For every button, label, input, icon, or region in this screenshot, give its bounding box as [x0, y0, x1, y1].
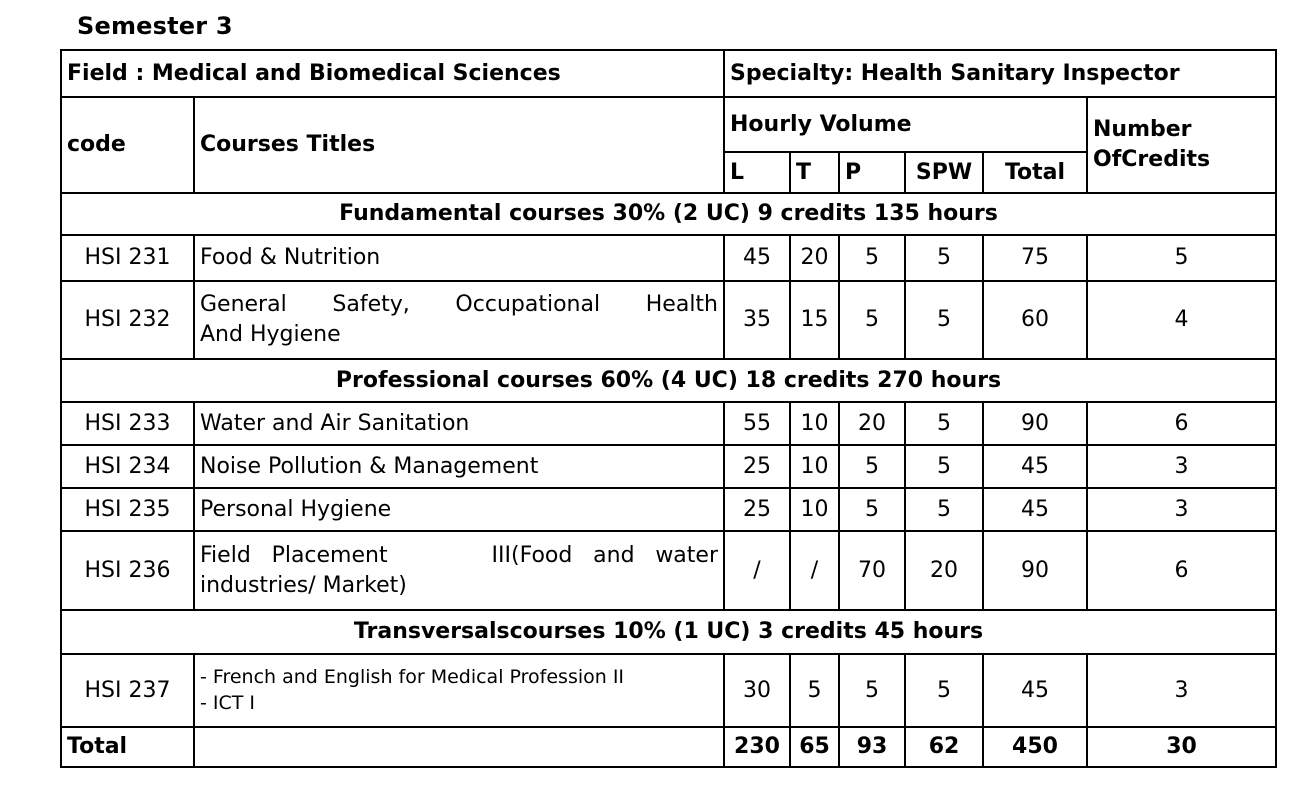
course-title: Water and Air Sanitation — [194, 402, 724, 445]
course-t: 5 — [790, 654, 839, 727]
course-total: 90 — [983, 402, 1087, 445]
col-spw-header: SPW — [905, 152, 983, 193]
field-label: Field : Medical and Biomedical Sciences — [61, 50, 724, 97]
course-row — [61, 531, 1276, 610]
course-l: 55 — [724, 402, 790, 445]
course-credits: 3 — [1087, 445, 1276, 488]
course-title-line1: General Safety, Occupational Health — [200, 292, 718, 318]
course-title: Personal Hygiene — [194, 488, 724, 531]
course-l: 25 — [724, 445, 790, 488]
curriculum-table — [60, 49, 1277, 768]
course-code: HSI 235 — [61, 488, 194, 531]
course-title-line2: industries/ Market) — [200, 572, 407, 598]
totals-l: 230 — [724, 727, 790, 767]
course-credits: 6 — [1087, 531, 1276, 610]
course-p: 5 — [839, 445, 905, 488]
field-row — [61, 50, 1276, 97]
course-title — [194, 654, 724, 727]
credits-header-line2: OfCredits — [1093, 147, 1211, 172]
course-p: 70 — [839, 531, 905, 610]
course-credits: 3 — [1087, 488, 1276, 531]
course-t: 20 — [790, 235, 839, 281]
course-t: / — [790, 531, 839, 610]
course-credits: 6 — [1087, 402, 1276, 445]
section-header-professional — [61, 359, 1276, 402]
course-total: 45 — [983, 445, 1087, 488]
credits-header-line1: Number — [1093, 117, 1192, 143]
course-spw: 5 — [905, 235, 983, 281]
course-total: 75 — [983, 235, 1087, 281]
course-t: 15 — [790, 281, 839, 359]
course-title-line1: Field Placement III(Food and water — [200, 542, 718, 568]
course-code: HSI 237 — [61, 654, 194, 727]
code-header: code — [61, 97, 194, 193]
section-title: Fundamental courses 30% (2 UC) 9 credits 135 hours — [61, 193, 1276, 235]
course-p: 5 — [839, 281, 905, 359]
totals-total: 450 — [983, 727, 1087, 767]
course-row — [61, 654, 1276, 727]
course-row — [61, 488, 1276, 531]
course-title-line2: And Hygiene — [200, 322, 341, 347]
course-spw: 5 — [905, 445, 983, 488]
course-credits: 4 — [1087, 281, 1276, 359]
specialty-label: Specialty: Health Sanitary Inspector — [724, 50, 1276, 97]
course-spw: 5 — [905, 654, 983, 727]
course-l: 45 — [724, 235, 790, 281]
course-titles-header: Courses Titles — [194, 97, 724, 193]
course-l: 35 — [724, 281, 790, 359]
col-t-header: T — [790, 152, 839, 193]
course-t: 10 — [790, 445, 839, 488]
course-row — [61, 235, 1276, 281]
course-total: 45 — [983, 654, 1087, 727]
course-l: 30 — [724, 654, 790, 727]
credits-header — [1087, 97, 1276, 193]
course-code: HSI 233 — [61, 402, 194, 445]
course-title-line2: - ICT I — [200, 691, 256, 714]
course-title: Food & Nutrition — [194, 235, 724, 281]
course-l: 25 — [724, 488, 790, 531]
course-total: 90 — [983, 531, 1087, 610]
col-p-header: P — [839, 152, 905, 193]
course-title — [194, 531, 724, 610]
course-row — [61, 445, 1276, 488]
course-t: 10 — [790, 488, 839, 531]
course-credits: 5 — [1087, 235, 1276, 281]
course-row — [61, 402, 1276, 445]
col-l-header: L — [724, 152, 790, 193]
course-spw: 5 — [905, 402, 983, 445]
course-row — [61, 281, 1276, 359]
totals-row — [61, 727, 1276, 767]
course-p: 5 — [839, 654, 905, 727]
section-header-fundamental — [61, 193, 1276, 235]
course-total: 60 — [983, 281, 1087, 359]
course-title-line1: - French and English for Medical Profession II — [200, 665, 625, 688]
course-p: 5 — [839, 235, 905, 281]
course-p: 5 — [839, 488, 905, 531]
course-spw: 20 — [905, 531, 983, 610]
section-title: Professional courses 60% (4 UC) 18 credits 270 hours — [61, 359, 1276, 402]
section-title: Transversalscourses 10% (1 UC) 3 credits 45 hours — [61, 610, 1276, 654]
course-code: HSI 232 — [61, 281, 194, 359]
section-header-transversal — [61, 610, 1276, 654]
course-total: 45 — [983, 488, 1087, 531]
course-credits: 3 — [1087, 654, 1276, 727]
totals-blank — [194, 727, 724, 767]
course-title — [194, 281, 724, 359]
totals-credits: 30 — [1087, 727, 1276, 767]
course-code: HSI 234 — [61, 445, 194, 488]
course-p: 20 — [839, 402, 905, 445]
course-spw: 5 — [905, 281, 983, 359]
semester-title: Semester 3 — [77, 12, 233, 40]
totals-p: 93 — [839, 727, 905, 767]
course-code: HSI 236 — [61, 531, 194, 610]
hourly-volume-header: Hourly Volume — [724, 97, 1087, 152]
column-header-row — [61, 97, 1276, 152]
course-l: / — [724, 531, 790, 610]
course-spw: 5 — [905, 488, 983, 531]
course-title: Noise Pollution & Management — [194, 445, 724, 488]
totals-t: 65 — [790, 727, 839, 767]
col-total-header: Total — [983, 152, 1087, 193]
course-t: 10 — [790, 402, 839, 445]
totals-label: Total — [61, 727, 194, 767]
course-code: HSI 231 — [61, 235, 194, 281]
totals-spw: 62 — [905, 727, 983, 767]
